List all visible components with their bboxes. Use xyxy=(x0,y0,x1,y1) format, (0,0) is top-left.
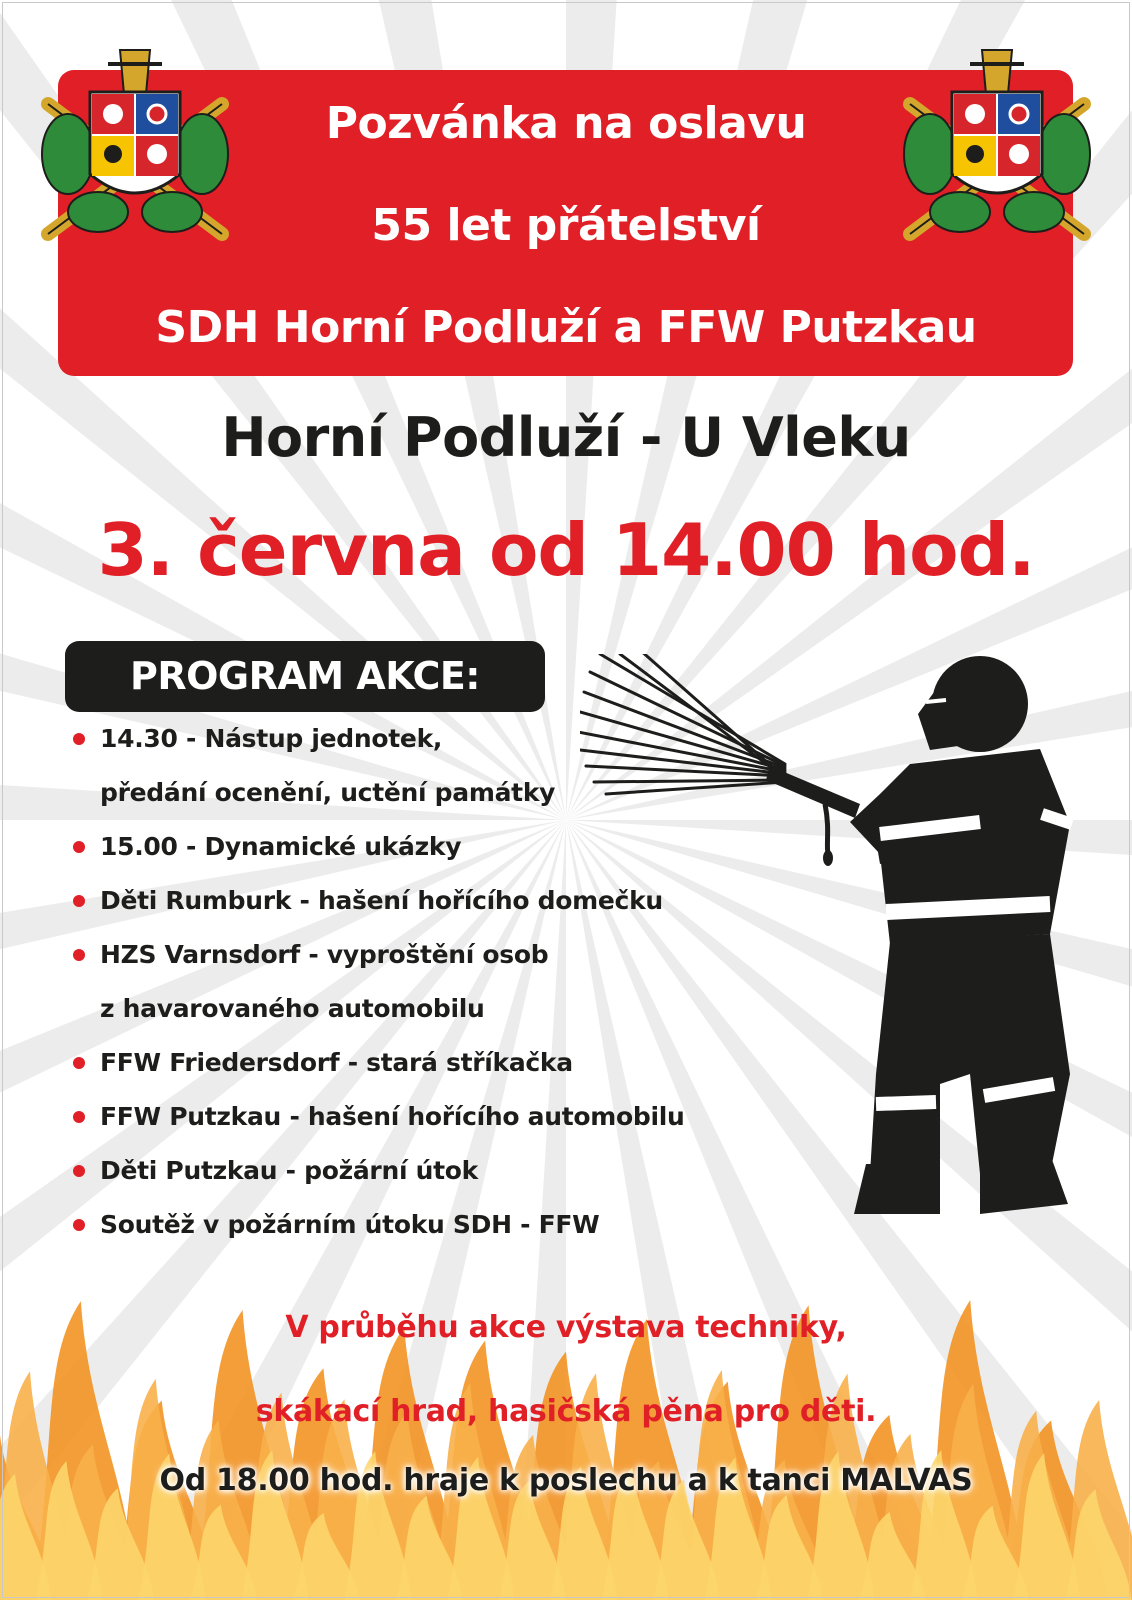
firefighters-emblem-icon xyxy=(890,34,1104,248)
program-item: 15.00 - Dynamické ukázky xyxy=(100,832,462,861)
footer-line-1: V průběhu akce výstava techniky, xyxy=(285,1310,847,1345)
bullet-icon xyxy=(73,1219,85,1231)
title-line-1: Pozvánka na oslavu xyxy=(325,98,807,149)
title-line-2: 55 let přátelství xyxy=(371,200,761,251)
firefighter-silhouette-icon xyxy=(580,654,1100,1254)
bullet-icon xyxy=(73,1057,85,1069)
title-line-3: SDH Horní Podluží a FFW Putzkau xyxy=(155,302,977,353)
program-item: 14.30 - Nástup jednotek, xyxy=(100,724,443,753)
bullet-icon xyxy=(73,1111,85,1123)
program-item: FFW Putzkau - hašení hořícího automobilu xyxy=(100,1102,685,1131)
program-item-continuation: z havarovaného automobilu xyxy=(100,994,485,1023)
program-item: Děti Putzkau - požární útok xyxy=(100,1156,478,1185)
program-heading: PROGRAM AKCE: xyxy=(65,641,545,712)
program-item: HZS Varnsdorf - vyproštění osob xyxy=(100,940,549,969)
bullet-icon xyxy=(73,1165,85,1177)
program-item: Děti Rumburk - hašení hořícího domečku xyxy=(100,886,663,915)
footer-line-3: Od 18.00 hod. hraje k poslechu a k tanci MALVAS xyxy=(159,1463,973,1498)
bullet-icon xyxy=(73,895,85,907)
bullet-icon xyxy=(73,949,85,961)
event-date: 3. června od 14.00 hod. xyxy=(97,508,1035,592)
bullet-icon xyxy=(73,733,85,745)
bullet-icon xyxy=(73,841,85,853)
program-item: Soutěž v požárním útoku SDH - FFW xyxy=(100,1210,600,1239)
footer-line-2: skákací hrad, hasičská pěna pro děti. xyxy=(255,1394,877,1429)
firefighters-emblem-icon xyxy=(28,34,242,248)
program-item-continuation: předání ocenění, uctění památky xyxy=(100,778,556,807)
event-venue: Horní Podluží - U Vleku xyxy=(221,406,911,469)
program-item: FFW Friedersdorf - stará stříkačka xyxy=(100,1048,573,1077)
